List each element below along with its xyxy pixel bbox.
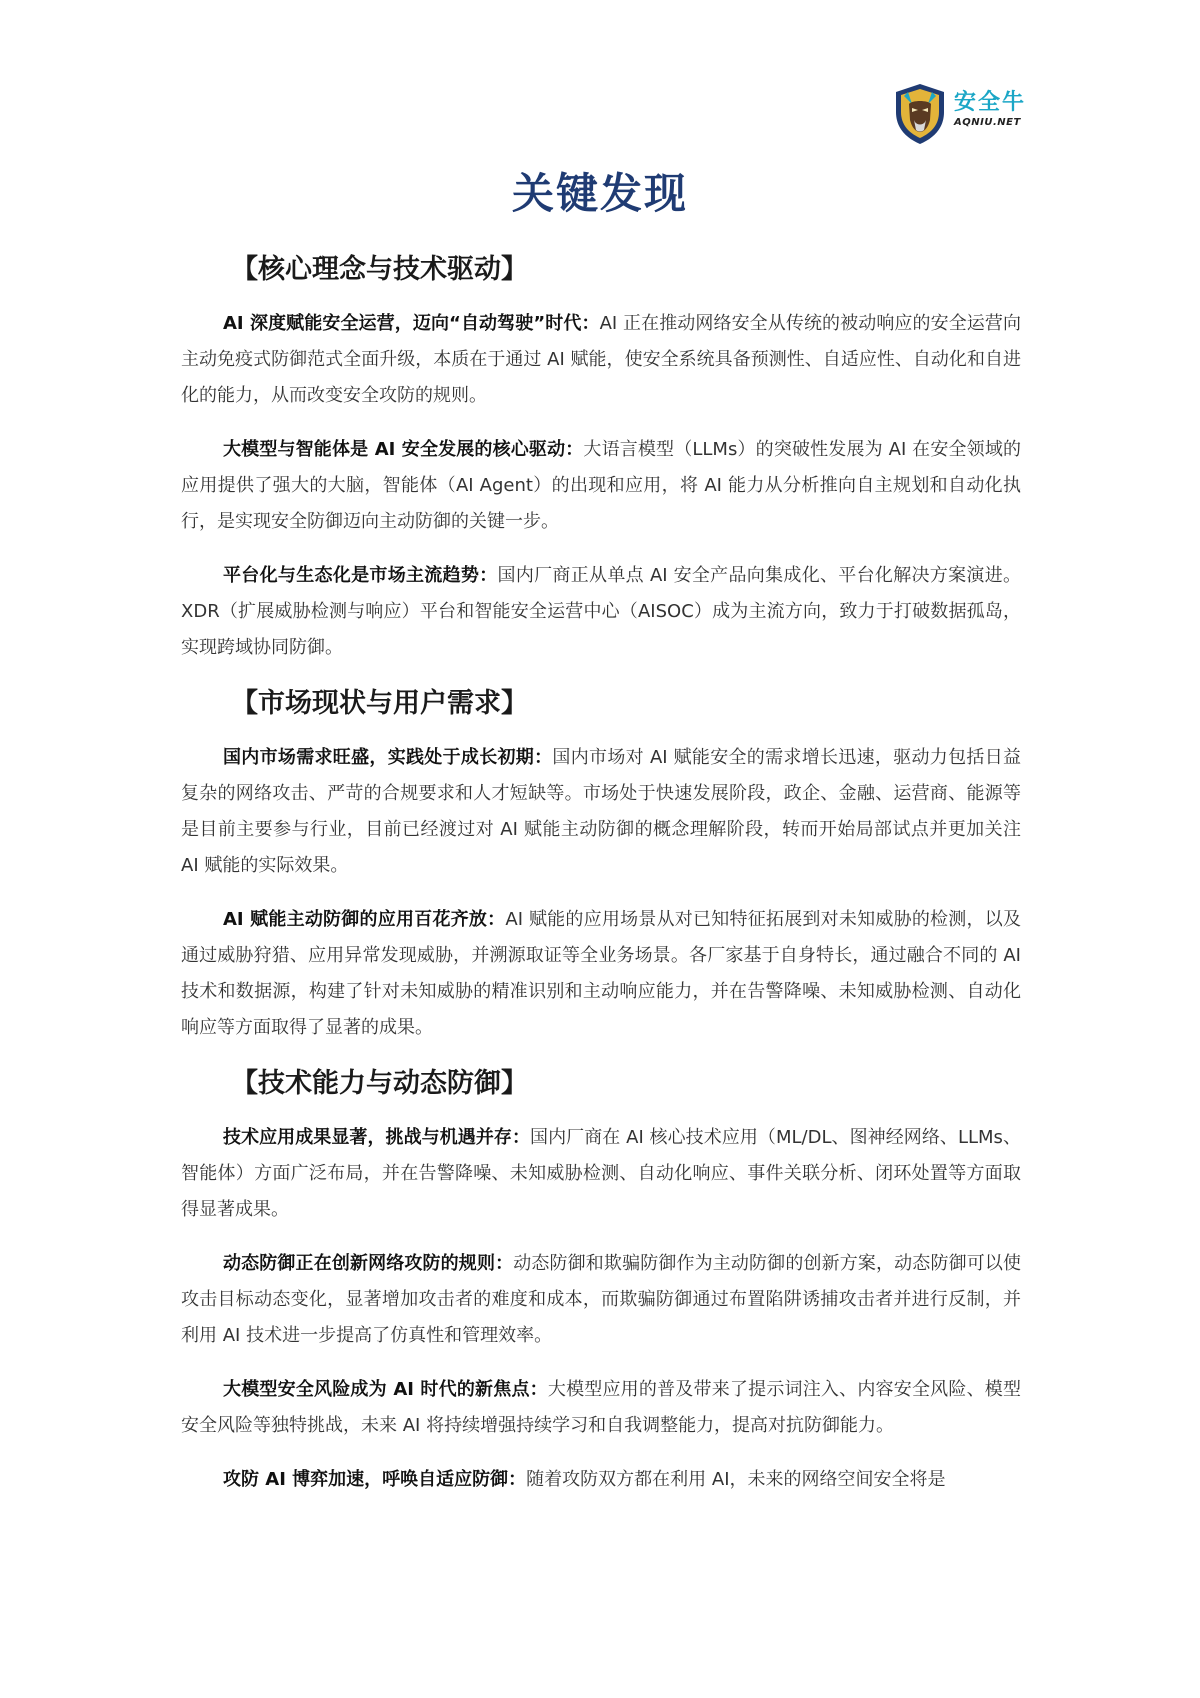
paragraph-text: 国内厂商正从单点 AI 安全产品向集成化、平台化解决方案演进。XDR（扩展威胁检测与响应）平台和智能安全运营中心（AISOC）成为主流方向，致力于打破数据孤岛，实现跨域协同防御。 <box>181 565 1021 658</box>
paragraph <box>181 1120 1021 1228</box>
paragraph-lead: 动态防御正在创新网络攻防的规则： <box>223 1253 514 1274</box>
paragraph <box>181 1372 1021 1444</box>
paragraph-lead: AI 深度赋能安全运营，迈向“自动驾驶”时代： <box>223 313 600 334</box>
logo-url: AQNIU.NET <box>954 117 1021 128</box>
paragraph-lead: 大模型安全风险成为 AI 时代的新焦点： <box>223 1379 548 1400</box>
paragraph <box>181 740 1021 884</box>
shield-logo-icon <box>894 82 946 146</box>
document-body <box>181 250 1021 1516</box>
paragraph-text: 随着攻防双方都在利用 AI，未来的网络空间安全将是 <box>526 1469 946 1490</box>
logo-name: 安全牛 <box>954 90 1027 115</box>
page-title: 关键发现 <box>511 169 688 218</box>
paragraph <box>181 558 1021 666</box>
paragraph <box>181 1462 1021 1498</box>
paragraph-text: 大模型应用的普及带来了提示词注入、内容安全风险、模型安全风险等独特挑战，未来 AI 将持续增强持续学习和自我调整能力，提高对抗防御能力。 <box>181 1379 1021 1436</box>
logo-text <box>954 90 1026 130</box>
paragraph <box>181 306 1021 414</box>
paragraph-lead: 国内市场需求旺盛，实践处于成长初期： <box>223 747 553 768</box>
paragraph <box>181 432 1021 540</box>
paragraph <box>181 902 1021 1046</box>
paragraph-lead: 平台化与生态化是市场主流趋势： <box>223 565 498 586</box>
section-heading-tech: 【技术能力与动态防御】 <box>231 1068 528 1099</box>
paragraph-lead: 攻防 AI 博弈加速，呼唤自适应防御： <box>223 1469 527 1490</box>
paragraph <box>181 1246 1021 1354</box>
paragraph-text: 国内厂商在 AI 核心技术应用（ML/DL、图神经网络、LLMs、智能体）方面广泛布局，并在告警降噪、未知威胁检测、自动化响应、事件关联分析、闭环处置等方面取得显著成果。 <box>181 1127 1021 1220</box>
paragraph-text: 动态防御和欺骗防御作为主动防御的创新方案，动态防御可以使攻击目标动态变化，显著增加攻击者的难度和成本，而欺骗防御通过布置陷阱诱捕攻击者并进行反制，并利用 AI 技术进一步提高了仿真性和管理效率。 <box>181 1253 1021 1346</box>
section-heading-market: 【市场现状与用户需求】 <box>231 688 528 719</box>
paragraph-text: AI 赋能的应用场景从对已知特征拓展到对未知威胁的检测，以及通过威胁狩猎、应用异常发现威胁，并溯源取证等全业务场景。各厂家基于自身特长，通过融合不同的 AI 技术和数据源，构建了针对未知威胁的精准识别和主动响应能力，并在告警降噪、未知威胁检测、自动化响应等方面取得了显著的成果。 <box>181 909 1021 1038</box>
paragraph-lead: 大模型与智能体是 AI 安全发展的核心驱动： <box>223 439 584 460</box>
brand-logo <box>894 82 1034 152</box>
section-heading-core: 【核心理念与技术驱动】 <box>231 254 528 285</box>
paragraph-lead: 技术应用成果显著，挑战与机遇并存： <box>223 1127 531 1148</box>
paragraph-text: 国内市场对 AI 赋能安全的需求增长迅速，驱动力包括日益复杂的网络攻击、严苛的合规要求和人才短缺等。市场处于快速发展阶段，政企、金融、运营商、能源等是目前主要参与行业，目前已经渡过对 AI 赋能主动防御的概念理解阶段，转而开始局部试点并更加关注 AI 赋能的实际效果。 <box>181 747 1021 876</box>
paragraph-text: 大语言模型（LLMs）的突破性发展为 AI 在安全领域的应用提供了强大的大脑，智能体（AI Agent）的出现和应用，将 AI 能力从分析推向自主规划和自动化执行，是实现安全防御迈向主动防御的关键一步。 <box>181 439 1021 532</box>
paragraph-text: AI 正在推动网络安全从传统的被动响应的安全运营向主动免疫式防御范式全面升级，本质在于通过 AI 赋能，使安全系统具备预测性、自适应性、自动化和自进化的能力，从而改变安全攻防的规则。 <box>181 313 1021 406</box>
paragraph-lead: AI 赋能主动防御的应用百花齐放： <box>223 909 506 930</box>
